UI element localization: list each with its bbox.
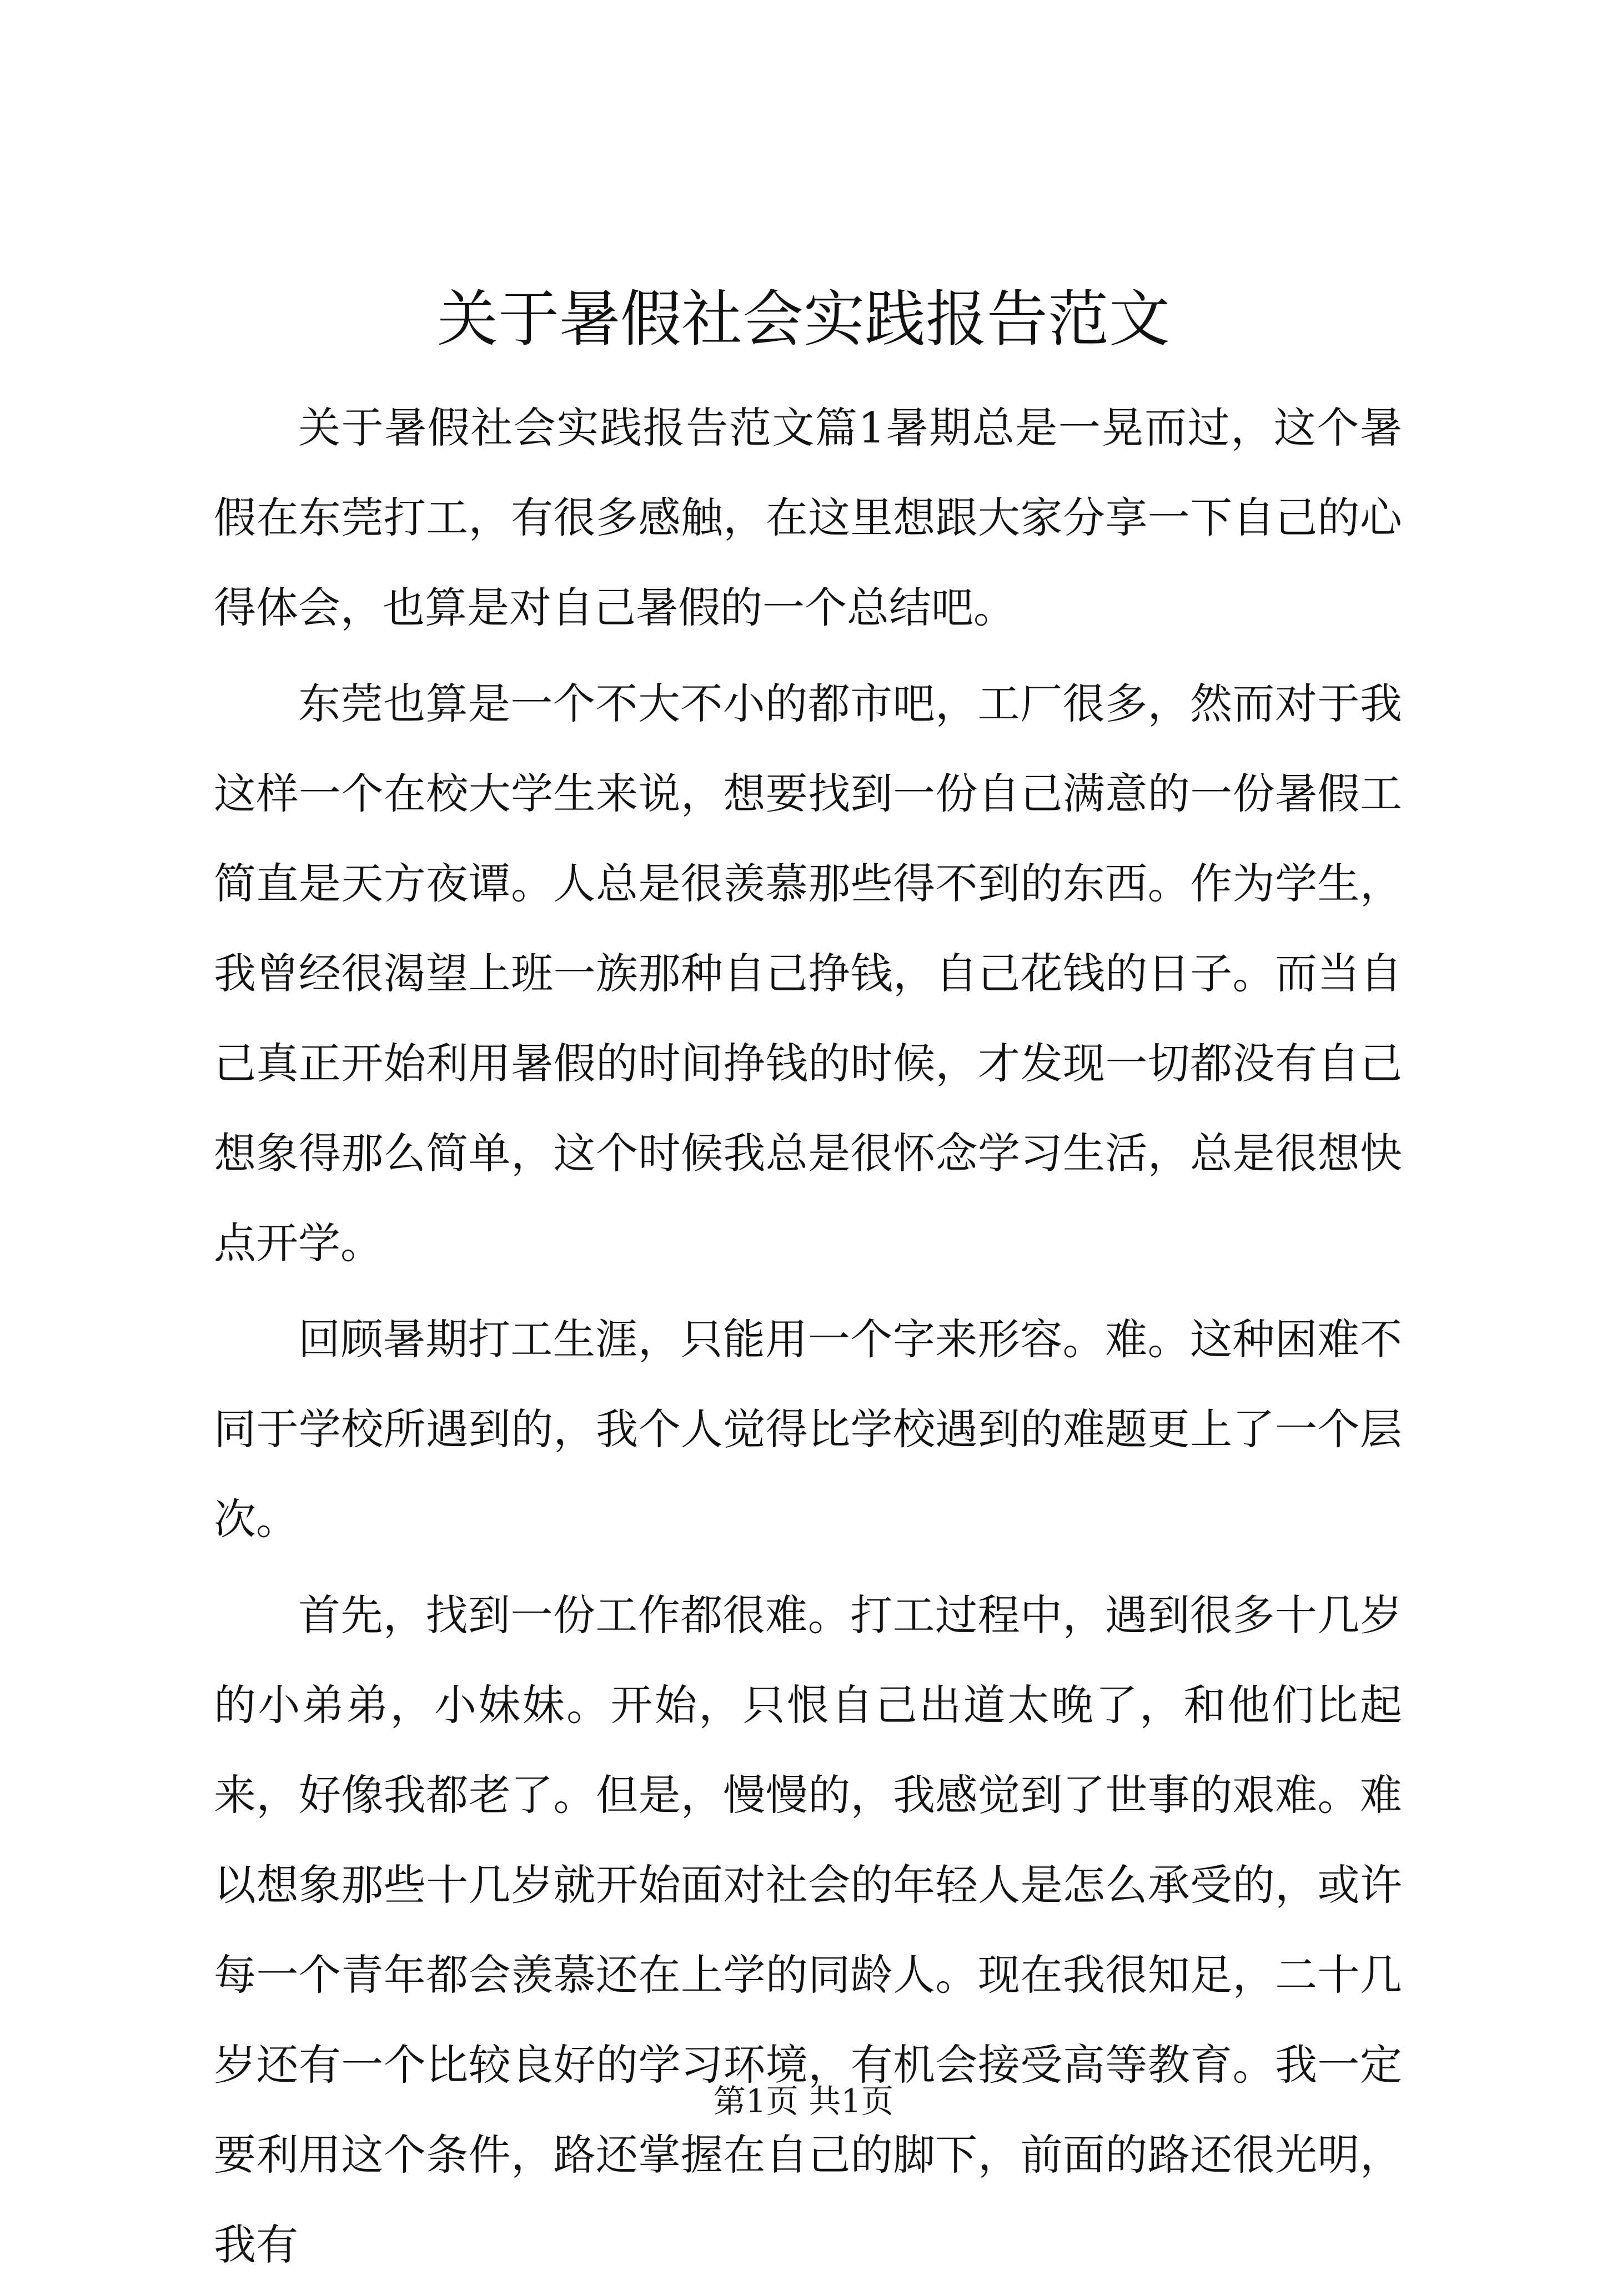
paragraph-4: 首先，找到一份工作都很难。打工过程中，遇到很多十几岁的小弟弟，小妹妹。开始，只恨自己出道太晚了，和他们比起来，好像我都老了。但是，慢慢的，我感觉到了世事的艰难。难以想象那些十几岁就开始面对社会的年轻人是怎么承受的，或许每一个青年都会羡慕还在上学的同龄人。现在我很知足，二十几岁还有一个比较良好的学习环境，有机会接受高等教育。我一定要利用这个条件，路还掌握在自己的脚下，前面的路还很光明，我有 xyxy=(214,1590,1402,2269)
paragraph-1: 关于暑假社会实践报告范文篇1暑期总是一晃而过，这个暑假在东莞打工，有很多感触，在这里想跟大家分享一下自己的心得体会，也算是对自己暑假的一个总结吧。 xyxy=(214,403,1402,632)
document-body xyxy=(214,383,1402,2296)
paragraph-3: 回顾暑期打工生涯，只能用一个字来形容。难。这种困难不同于学校所遇到的，我个人觉得比学校遇到的难题更上了一个层次。 xyxy=(214,1315,1402,1544)
page-footer: 第1页 共1页 xyxy=(713,2082,894,2120)
paragraph-2: 东莞也算是一个不大不小的都市吧，工厂很多，然而对于我这样一个在校大学生来说，想要找到一份自己满意的一份暑假工简直是天方夜谭。人总是很羡慕那些得不到的东西。作为学生，我曾经很渴望上班一族那种自己挣钱，自己花钱的日子。而当自己真正开始利用暑假的时间挣钱的时候，才发现一切都没有自己想象得那么简单，这个时候我总是很怀念学习生活，总是很想快点开学。 xyxy=(214,679,1402,1268)
document-title: 关于暑假社会实践报告范文 xyxy=(437,284,1170,355)
